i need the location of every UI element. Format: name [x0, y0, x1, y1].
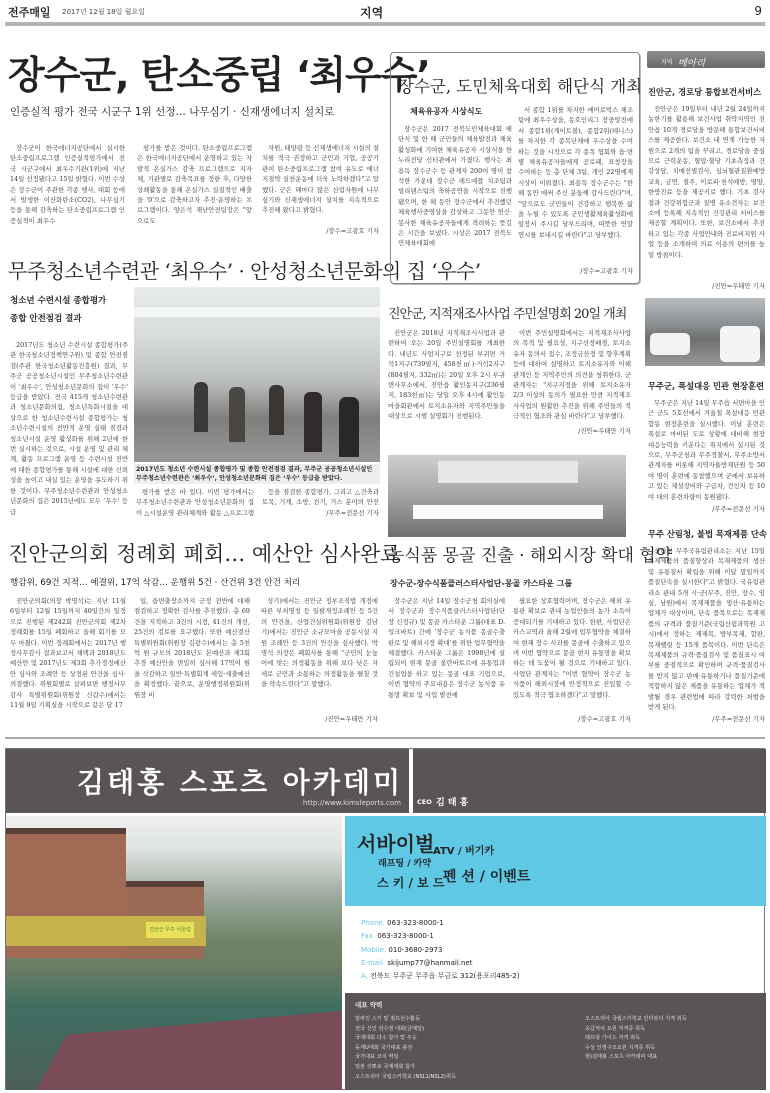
story2-col2: 평가를 받은 바 있다. 이번 평가에서는 무주청소년수련관과 안성청소년문화의 집이 △시설운영 관리체계와 활동 △프로그램: [136, 488, 254, 517]
echo-label: [647, 51, 765, 68]
story1-col1: 장수군이 한국에너지공단에서 실시한 탄소중립프로그램 인증실적평가에서 전국 시군구에서 최우수기관(1위)에 지난 14일 선정됐다고 15일 밝혔다. 이번 수상은 장수군이 주관한 각종 행사, 대회 등에서 발생한 이산화탄소(CO2), 나무심기 등을 통해 감축하는 탄소중립프로그램 인증실적이 최우수: [10, 144, 125, 225]
snow-drill-photo: [645, 298, 765, 366]
story5-byline: /장수=고광호 기자: [578, 715, 631, 723]
contact-mobile: Mobile. 010-3680-2973: [361, 945, 443, 954]
story2-byline: /무주=전문선 기자: [326, 509, 379, 517]
story2-col1: 2017년도 청소년 수련시설 종합평가(주관 한국청소년정책연구원) 및 종합 안전점검(주관 한국청소년활동진흥원) 결과, 무주군 공공청소년시설인 무주청소년수련관이 ‘최우수’, 안성청소년문화의 집이 ‘우수’ 등급을 받았다. 전국 415개 청소년수련관과 청소년문화의집, 청소년특화시설을 대상으로 한 청소년수련시설 종합평가는 청소년수련시설의 전반적 운영 실태 점검과 청소년시설 운영 활성화를 위해 2년에 한 번 실시하는 것으로, 시설 운영 및 관리 체계, 활동 프로그램 운영 등 수련시설 전반에 대한 종합평가를 통해 시설에 대한 신뢰성을 높이고 내실 있는 운영을 유도하기 위한 것이다. 무주청소년수련관과 안성청소년문화의 집은 2015년에도 모두 ‘우수’ 등급: [10, 341, 128, 516]
ad-title: 김태홍 스포츠 아카데미: [77, 766, 403, 799]
story3-col2: 이번 주민설명회에서는 지적재조사사업의 목적 및 필요성, 지구선정배경, 토지소유자 동의서 접수, 조정금산정 및 향후계획 등에 대하여 설명하고 토지소유자와 이해관계인 등 지역주민의 의견을 청취한다. 군 관계자는 "지구지정을 위해 토지소유자 2/3 이상의 동의가 필요한 만큼 지적재조사사업의 원활한 추진을 위해 주민들의 적극적인 협조와 관심 바란다"고 당부했다.: [513, 329, 631, 421]
echo-headline: 진안군, 경로당 통합보건서비스: [648, 87, 762, 97]
paper-name: 전주매일: [8, 6, 51, 19]
story1-headline: 장수군, 탄소중립 ‘최우수’: [8, 53, 430, 97]
contact-address: A. 전북도 무주군 무주읍 무금로 312(용포리485-2): [361, 972, 520, 981]
story3-byline: /진안=우태만 기자: [578, 427, 631, 435]
story1-col3: 자원, 태양광 등 신재생에너지 시설의 설치를 적극 권장하고 군민과 기업, 공공기관이 탄소중립프로그램 참여 유도로 에너지절약 실천운동에 더욱 노력하겠다"고 말했다. 군은 해마다 많은 산림자원에 나무심기와 신재생에너지 설치를 지속적으로 추진해 왔다고 밝혔다.: [262, 144, 379, 215]
activity-rafting: 래프팅 / 카약: [378, 859, 432, 869]
career-list-left: 알파인 스키 및 점프선수활동 전국 신인 선수권 대회(금메달) 국제대회 다수 참가 및 우승 동계U대회 국가대표 출전 국가대표 코치 역임 일본 삿뽀로 국제대회 참가 오스트리아 국립스키학교 (NSL1/NSL2)취득: [355, 1016, 456, 1080]
ad-ceo-name: 김 태 홍: [436, 798, 469, 808]
forest-body: 산림청 무주국유림관리소는 지난 15일 목재제품의 품질향상과 목재제품의 생산 및 유통질서 확립을 위해 이달 말일까지 품질단속을 실시한다"고 밝혔다. 국유림관리소 관내 5개 시·군(무주, 진안, 장수, 임실, 남원)에서 목재제품을 생산·유통하는 업체가 대상이며, 단속 품목으로는 목재제품의 규격과 품질기준(국립산림과학원 고시)에서 정하는 제재목, 방부목재, 합판, 목재펠릿 등 15개 품목이다. 이번 단속은 목재제품의 규격·품질검사 및 품질표시 여부를 중점적으로 확인하며 규격·품질검사를 받지 않고 판매·유통하거나 품질기준에 적합하지 않은 제품을 유통하는 업체가 적발될 경우 관련법에 따라 강력한 처벌을 받게 된다.: [648, 547, 765, 712]
photo-banner: 진안군 무주 어울림: [146, 922, 194, 938]
story2-subhead2: 종합 안전점검 결과: [10, 314, 82, 324]
ad-divider-rule: [5, 737, 765, 739]
ad-activities-panel: [345, 816, 766, 906]
youth-center-photo: [134, 287, 380, 462]
story2-subhead1: 청소년 수련시설 종합평가: [10, 296, 107, 306]
story1-col2: 평가를 받은 것이다. 탄소중립프로그램은 한국에너지공단에서 운영하고 있는 자발적 온실가스 감축 프로그램으로 지자체, 기관별로 감축목표를 정한 후, 다양한 상쇄활동을 통해 온실가스 실질적인 배출을 '0'으로 감축하고자 추진·운영하는 프로그램이다. 양은석 재난안전팀장은 "앞으로도: [137, 144, 252, 225]
story5-col1: 장수군은 지난 14일 장수군청 회의실에서 장수군과 장수식품클러스터사업단(단장 신정규) 및 몽골 카스타운 그룹(대표 D.잉크바트) 간에 '장수군 농식품 몽골수출 판로 및 해외시장 확대'를 위한 업무협약을 체결했다. 카스타운 그룹은 1998년에 설립되어 현재 몽골 울란바토르에 유통업과 건설업을 하고 있는 몽골 대표 기업으로, 이번 협약의 주요내용은 장수군 농식품 유통망 확보 및 사업 발전에: [388, 597, 505, 699]
story5-col2: 필요한 상호협력이며, 장수군은 해외 유통판 확보로 관내 농업인들의 농가 소득이 증대되기를 기대하고 있다. 한편, 사업단은 카스교역과 올해 2월에 업무협약을 체결하여 현재 장수 사과를 몽골에 수출하고 있으며 이번 협약으로 몽골 현지 유통망을 확보하는 데 도움이 될 것으로 기대하고 있다. 사업단 관계자는 "이번 협약이 장수군 농식품이 해외시장에 안정적으로 진입할 수 있도록 적극 협조하겠다"고 말했다.: [513, 597, 631, 699]
ad-contact: [361, 917, 761, 983]
issue-date: 2017년 12월 18일 월요일: [62, 8, 145, 16]
forest-byline: /무주=전문선 기자: [712, 715, 765, 723]
box-col1: 장수군은 2017 전북도민체육대회 해단식 및 한 해 군민들의 체육발전과 체육활성화에 기여한 체육유공자 시상식을 한누리전당 신터관에서 가졌다. 행사는 최용득 장수군수 등 관계자 200여 명이 참석한 가운데 장수군 레드애플 치조팀과 빌리댄스팀의 축하공연을 시작으로 진행됐으며, 한 해 동안 장수군에서 추진했던 체육행사중영상을 감상하고 그동안 헌신·봉사한 체육유공자들에게 격려하는 뜻깊은 시간을 보냈다. 시상은 2017 전북도민체육대회에: [398, 125, 512, 248]
contact-fax: Fax. 063-323-8000-1: [361, 932, 434, 941]
ad-banner: [6, 749, 409, 813]
ad-ceo-panel: [413, 749, 766, 813]
story4-byline: /진안=우태만 기자: [325, 715, 378, 723]
story4-subhead: 행감위, 69건 지적… 예결위, 17억 삭감… 운행위 5건 · 산건위 3건 안건 처리: [10, 578, 301, 588]
box-subhead: 체육유공자 시상식도: [410, 107, 483, 116]
box-byline: /장수=고광호 기자: [580, 267, 633, 275]
story1-subhead: 인증실적 평가 전국 시군구 1위 선정… 나무심기 · 신재생에너지 설치로: [10, 106, 335, 118]
story1-byline: /장수=고광호 기자: [326, 227, 379, 235]
contact-phone: Phone. 063-323-8000-1: [361, 919, 444, 927]
box-col2: 서 종합 1위를 차지한 에어로빅스 체조팀에 최우수상을, 동호인리그 장중앙전에서 종합1위(게이트볼), 종합2위(테니스)를 차지한 각 종목단체에 우수상을 수여하는 것을 시작으로 각 종목 협회와 읍·면별 체육유공자들에게 공로패, 표창장을 수여하는 등 총 단체 3팀, 개인 22명에게 시상이 이뤄졌다. 최용득 장수군수는 "한 해 동안 애써 주신 분들께 감사드린다"며, "앞으로도 군민들이 건강하고 행복한 삶을 누릴 수 있도록 군민생활체육활성화에 앞장서 주시길 당부드리며, 따뜻한 연말연시를 보내시길 바란다"고 당부했다.: [518, 106, 633, 239]
header-rule: [5, 22, 765, 26]
echo-label-title: 메아리: [677, 58, 706, 69]
academy-photo: [6, 816, 342, 1090]
masthead: [8, 4, 762, 20]
snow-body: 무주군은 지난 14일 무주읍 서면마을 인근 군도 5호선에서 겨울철 폭설대응 민관합동 현장훈련을 실시했다. 이날 훈련은 폭설로 마비된 도로 상황에 대비해 현장 대응능력을 키운다는 취지에서 실시된 것으로, 무주군청과 무주경찰서, 무주소방서 관계자를 비롯해 지역자율방재단원 등 50여 명이 훈련에 동참했으며 군에서 보유하고 있는 제설장비와 구급차, 견인차 등 10여 대의 훈련차량이 동원됐다.: [648, 399, 765, 501]
agreement-ceremony-photo: [388, 455, 626, 537]
story4-headline: 진안군의회 정례회 폐회… 예산안 심사완료: [8, 542, 401, 566]
story2-headline: 무주청소년수련관 ‘최우수’ · 안성청소년문화의 집 ‘우수’: [8, 259, 481, 283]
activity-pension: 펜 션 / 이벤트: [443, 869, 531, 885]
snow-headline: 무주군, 폭설대응 민관 현장훈련: [648, 381, 765, 391]
contact-email: E-mail. skijump77@hanmail.net: [361, 958, 473, 967]
story2-col3: 등을 점검한 종합평가, 그리고 △건축과 토목, 기계, 소방, 전기, 가스 분야의 안전: [262, 488, 379, 507]
story5-headline: 농식품 몽골 진출 · 해외시장 확대 협약: [388, 546, 673, 566]
echo-label-small: 지역: [661, 59, 673, 66]
story3-headline: 진안군, 지적재조사사업 주민설명회 20일 개최: [388, 307, 627, 322]
story5-subhead: 장수군-장수식품클러스터사업단-몽골 카스타운 그룹: [390, 579, 573, 588]
ad-ceo-label: CEO: [417, 798, 432, 806]
ad-career-panel: [345, 993, 766, 1090]
story4-col1: 진안군의회(의장 박명석)는 지난 11월 6일부터 12월 15일까지 40일간의 일정으로 진행된 제242회 진안군의회 제2차 정례회를 15일 폐회하고 올해 회기를 모두 마쳤다. 이번 정례회에서는 2017년 행정사무감사 결과보고서 채택과 2018년도 예산안 및 2017년도 제3회 추가경정예산안 심사와 조례안 등 상정된 안건을 심사·의결했다. 위원회별로 살펴보면 행정사무감사 특별위원회(위원장 신갑수)에서는 11월 9일 기획실을 시작으로 같은 달 17: [10, 597, 126, 710]
career-list-right: 오스트리아 국립스키학교 인터뷰디 지격 취득 응급처치 요원 자격증 취득 래프팅 가이드 자격 취득 수상 인명구조요원 지격증 취득 현)김태홍 스포츠 아카데미 대표: [585, 1016, 687, 1061]
sports-academy-ad: [5, 748, 765, 1090]
career-title: 대표 약력: [355, 1001, 383, 1009]
story3-col1: 진안군은 2018년 지적재조사사업과 관련하여 오는 20일 주민설명회를 개최한다. 내년도 사업지구로 선정된 부귀면 거석1지구(739필지, 458천㎡)·거석2지구(804필지, 332㎡)는 20일 오후 2시 부귀면사무소에서, 진안읍 활인동지구(236필지, 183천㎡)는 당일 오후 4시에 활인동 마을회관에서 토지소유자와 지역주민들을 대상으로 시행 설명회가 진행된다.: [388, 329, 505, 421]
snow-byline: /무주=전문선 기자: [712, 505, 765, 513]
echo-body: 진안군은 19일부터 내년 2월 24일까지 농한기를 활용해 보건사업 취약지역인 진안읍 10개 경로당을 방문해 통합보건서비스를 제공한다. 보건소 내 연계 가능한 자원으로 2개의 팀을 꾸리고, 경로당을 중심으로 근력운동, 혈압·혈당 기초측정과 건강상담, 치매선별검사, 심뇌혈관질환예방교육, 금연, 절주, 이로피·천식예방, 영양, 한방진료 등을 제공키로 했다. 기초 검사 결과 건강위험군과 질병 유소견자는 보건소에 등록해 지속적인 건강관리 서비스를 제공할 계획이다. 또한, 보건소에서 추진하고 있는 각종 사업안내와 진료비지원 사업 등을 소개하여 의료 이용의 편의를 높일 방침이다.: [648, 105, 765, 259]
activity-atv: ATV / 버기카: [433, 846, 495, 857]
box-headline: 장수군, 도민체육대회 해단식 개최: [398, 77, 643, 96]
ad-url[interactable]: http://www.kimsleports.com: [302, 799, 401, 807]
story4-col3: 성기)에서는 진안군 정부조직법 개정에 따른 부처명칭 등 일괄개정조례안 등 5건의 안건을, 산업건설위원회(위원장 김남기)에서는 진안군 소규모마을 공동시설 지원 조례안 등 3건의 안건을 심사했다. 박명석 의장은 폐회사를 통해 "군민의 눈높이에 맞는 의정활동을 위해 보다 낮은 자세로 군민과 소통하는 의정활동을 펼칠 것을 약속드린다"고 말했다.: [261, 597, 378, 689]
forest-headline: 무주 산림청, 불법 목재제품 단속: [648, 529, 767, 539]
activity-ski: 스 키 / 보 드: [377, 876, 445, 890]
story2-caption: 2017년도 청소년 수련시설 종합평가 및 종합 안전점검 결과, 무주군 공공청소년시설인 무주청소년수련관은 ‘최우수’, 안성청소년문화의 집은 ‘우수’ 등급을 받았다.: [134, 464, 380, 484]
story4-col2: 일, 읍면출장소까지 군정 전반에 대해 점검하고 정확한 감사를 추진했다. 총 69건을 지적하고 3건의 시정, 41건의 개선, 25건의 검토를 요구했다. 또한 예산결산특별위원회(위원장 김광수)에서는 총 5천억 원 규모의 2018년도 본예산과 제3회 추경 예산안을 면밀히 심사해 17억여 원을 삭감하고 일반·특별회계 세입·세출예산을 확정했다. 끝으로, 운영행정위원회(위원장 비: [134, 597, 250, 699]
echo-byline: /진안=우태만 기자: [712, 282, 765, 290]
page-number: 9: [754, 4, 762, 18]
section-name: 지역: [360, 6, 384, 20]
activity-survival: 서바이벌: [357, 832, 435, 856]
